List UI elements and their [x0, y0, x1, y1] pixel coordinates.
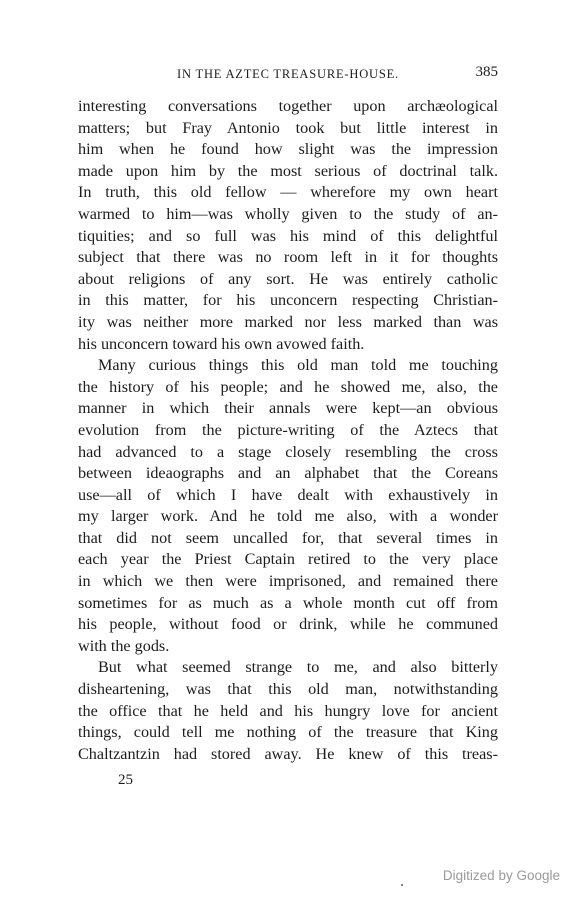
watermark: Digitized by Google — [442, 868, 560, 883]
text-line: manner in which their annals were kept—an obvious — [78, 399, 498, 418]
text-line: use—all of which I have dealt with exhaustively in — [78, 485, 498, 504]
text-line: tiquities; and so full was his mind of this delightful — [78, 226, 498, 245]
text-line: In truth, this old fellow — wherefore my own heart — [78, 183, 498, 202]
text-line: Chaltzantzin had stored away. He knew of this treas- — [78, 744, 498, 763]
page-number: 385 — [475, 64, 498, 80]
text-line: ity was neither more marked nor less marked than was — [78, 312, 498, 331]
text-line: made upon him by the most serious of doctrinal talk. — [78, 161, 498, 180]
text-line: evolution from the picture-writing of the Aztecs that — [78, 420, 498, 439]
text-line: between ideaographs and an alphabet that the Coreans — [78, 464, 498, 483]
text-line: the office that he held and his hungry love for ancient — [78, 701, 498, 720]
text-line: about religions of any sort. He was entirely catholic — [78, 269, 498, 288]
text-line: in which we then were imprisoned, and remained there — [78, 572, 498, 591]
text-line: interesting conversations together upon archæological — [78, 97, 498, 115]
text-line: in this matter, for his unconcern respecting Christian- — [78, 291, 498, 310]
scan-speck — [401, 884, 403, 886]
text-line: with the gods. — [78, 636, 170, 655]
text-line: my larger work. And he told me also, with a wonder — [78, 507, 498, 526]
body-text — [78, 96, 498, 765]
text-line: the history of his people; and he showed me, also, the — [78, 377, 498, 396]
text-line: disheartening, was that this old man, notwithstanding — [78, 680, 498, 699]
signature-mark: 25 — [118, 772, 133, 788]
text-line: sometimes for as much as a whole month cut off from — [78, 593, 498, 612]
text-line: things, could tell me nothing of the treasure that King — [78, 723, 498, 742]
text-line: his unconcern toward his own avowed faith. — [78, 334, 365, 353]
text-line: had advanced to a stage closely resembling the cross — [78, 442, 498, 461]
text-line: each year the Priest Captain retired to the very place — [78, 550, 498, 569]
text-line: that did not seem uncalled for, that several times in — [78, 528, 498, 547]
running-title: IN THE AZTEC TREASURE-HOUSE. — [177, 67, 399, 81]
running-head — [78, 64, 498, 86]
text-line: matters; but Fray Antonio took but little interest in — [78, 118, 498, 137]
text-line: But what seemed strange to me, and also bitterly — [98, 658, 498, 677]
text-line: warmed to him—was wholly given to the study of an- — [78, 204, 498, 223]
text-line: him when he found how slight was the impression — [78, 140, 498, 159]
text-line: Many curious things this old man told me touching — [98, 356, 498, 375]
text-line: his people, without food or drink, while he communed — [78, 615, 498, 634]
text-line: subject that there was no room left in it for thoughts — [78, 248, 498, 267]
